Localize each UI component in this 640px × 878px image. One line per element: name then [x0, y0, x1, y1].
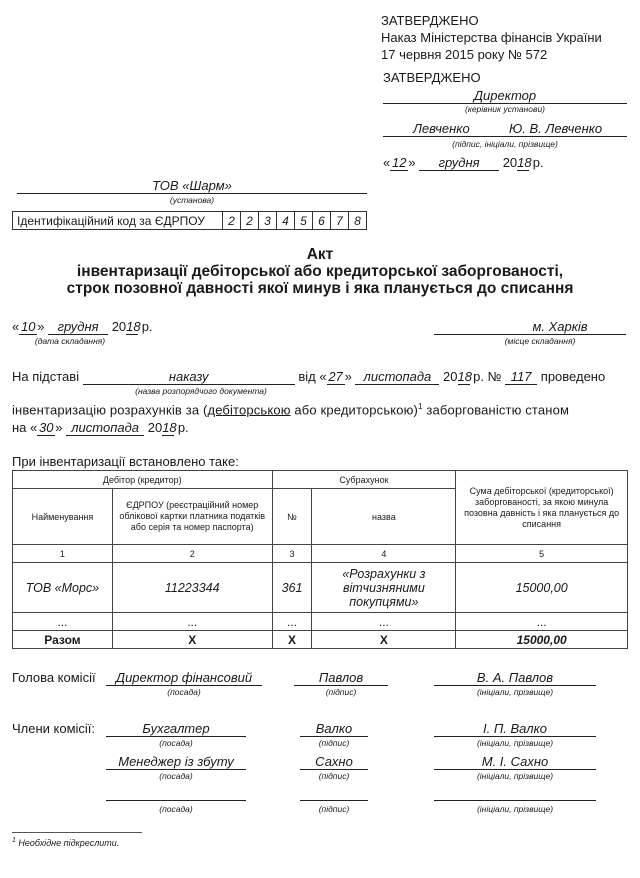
- footnote-mark: 1: [12, 837, 16, 844]
- basis-line2-d: заборгованістю станом: [422, 402, 570, 418]
- basis-r-no: р. №: [473, 369, 502, 384]
- approval-header: [381, 12, 602, 63]
- header-debtor: Дебітор (кредитор): [13, 471, 273, 489]
- approval-day: 12: [392, 155, 407, 170]
- edrpou-table: [12, 211, 367, 230]
- approval-title: ЗАТВЕРДЖЕНО: [381, 13, 479, 28]
- member3-name-caption: (ініціали, прізвище): [476, 804, 554, 814]
- basis-line3-year: 18: [162, 420, 177, 435]
- edrpou-label: Ідентифікаційний код за ЄДРПОУ: [13, 212, 223, 230]
- col-num: 4: [312, 545, 456, 563]
- compose-day: 10: [21, 319, 36, 334]
- title-act: Акт: [306, 246, 334, 263]
- member2-position-caption: (посада): [159, 771, 193, 781]
- basis-line3-month: листопада: [66, 420, 144, 436]
- total-c3: Х: [272, 631, 312, 649]
- member3-sign-line: [300, 800, 368, 801]
- member1-position-caption: (посада): [159, 738, 193, 748]
- edrpou-digit: 5: [295, 212, 313, 230]
- director-signature: Левченко: [413, 121, 470, 136]
- member2-name-caption: (ініціали, прізвище): [476, 771, 554, 781]
- director-sign-caption: (підпис, ініціали, прізвище): [452, 139, 558, 149]
- director-caption: (керівник установи): [464, 104, 545, 114]
- edrpou-digit: 7: [331, 212, 349, 230]
- organization-caption: (установа): [169, 195, 215, 205]
- compose-year: 18: [126, 319, 141, 334]
- basis-performed: проведено: [540, 369, 606, 384]
- row-name: ТОВ «Морс»: [13, 563, 113, 613]
- member3-position-caption: (посада): [159, 804, 193, 814]
- approval-month: грудня: [419, 155, 499, 171]
- member2-name: М. І. Сахно: [434, 754, 596, 770]
- total-sum: 15000,00: [456, 631, 628, 649]
- basis-line3-r: р.: [177, 420, 189, 435]
- member1-position: Бухгалтер: [106, 721, 246, 737]
- approval-date: 17 червня 2015 року № 572: [381, 47, 548, 62]
- dots-cell: ...: [13, 613, 113, 631]
- basis-doc: наказу: [83, 369, 295, 385]
- footnote-divider: [12, 832, 142, 833]
- approval-order: Наказ Міністерства фінансів України: [381, 30, 602, 45]
- compose-place: м. Харків: [434, 319, 626, 335]
- edrpou-digit: 4: [277, 212, 295, 230]
- member2-sign-caption: (підпис): [318, 771, 350, 781]
- member3-sign-caption: (підпис): [318, 804, 350, 814]
- row-no: 361: [272, 563, 312, 613]
- head-position: Директор фінансовий: [106, 670, 262, 686]
- title-line3: строк позовної давності якої минув і яка планується до списання: [66, 280, 574, 297]
- header-subaccount: Субрахунок: [272, 471, 456, 489]
- total-label: Разом: [13, 631, 113, 649]
- compose-month: грудня: [48, 319, 108, 335]
- edrpou-digit: 3: [259, 212, 277, 230]
- member1-sign-caption: (підпис): [318, 738, 350, 748]
- head-name: В. А. Павлов: [434, 670, 596, 686]
- col-num: 5: [456, 545, 628, 563]
- edrpou-digit: 2: [223, 212, 241, 230]
- header-no: №: [272, 489, 312, 545]
- table-row: [13, 563, 628, 613]
- basis-line2-a: інвентаризацію розрахунків за (: [12, 402, 208, 418]
- head-sign-caption: (підпис): [325, 687, 357, 697]
- members-label: Члени комісії:: [12, 721, 96, 736]
- dots-cell: ...: [312, 613, 456, 631]
- head-signature: Павлов: [294, 670, 388, 686]
- header-edrpou: ЄДРПОУ (реєстраційний номер облікової картки платника податків або серія та номер паспорта): [112, 489, 272, 545]
- row-code: 11223344: [112, 563, 272, 613]
- compose-r: р.: [141, 319, 153, 334]
- head-label: Голова комісії: [12, 670, 96, 685]
- basis-line3-a: на «: [12, 420, 38, 435]
- approval-year-prefix: 20: [502, 155, 518, 170]
- total-c2: Х: [112, 631, 272, 649]
- basis-debit-underlined: дебіторською: [207, 402, 291, 418]
- member3-position-line: [106, 800, 246, 801]
- head-name-caption: (ініціали, прізвище): [476, 687, 554, 697]
- basis-day: 27: [328, 369, 343, 384]
- dots-cell: ...: [112, 613, 272, 631]
- basis-footnote-mark: 1: [418, 402, 423, 411]
- inventory-table: [12, 470, 628, 649]
- member2-position: Менеджер із збуту: [106, 754, 246, 770]
- edrpou-digit: 6: [313, 212, 331, 230]
- dots-cell: ...: [456, 613, 628, 631]
- member3-name-line: [434, 800, 596, 801]
- basis-line2-c: або кредиторською): [290, 402, 418, 418]
- row-title: «Розрахунки з вітчизняними покупцями»: [312, 563, 456, 613]
- edrpou-digit: 8: [349, 212, 367, 230]
- basis-year-prefix: 20: [443, 369, 458, 384]
- header-name: Найменування: [13, 489, 113, 545]
- edrpou-digit: 2: [241, 212, 259, 230]
- row-sum: 15000,00: [456, 563, 628, 613]
- compose-date-caption: (дата складання): [34, 336, 106, 346]
- director-signature-line: [383, 121, 627, 137]
- found-label: При інвентаризації встановлено таке:: [12, 454, 239, 469]
- basis-year: 18: [457, 369, 472, 384]
- member1-name-caption: (ініціали, прізвище): [476, 738, 554, 748]
- dots-cell: ...: [272, 613, 312, 631]
- director-position: Директор: [383, 88, 627, 104]
- total-c4: Х: [312, 631, 456, 649]
- basis-doc-caption: (назва розпорядчого документа): [135, 386, 267, 396]
- basis-prefix: На підставі: [12, 369, 80, 384]
- basis-month: листопада: [355, 369, 439, 385]
- table-row-dots: [13, 613, 628, 631]
- basis-line2: [12, 402, 628, 417]
- basis-line1: На підставі наказу від « 27 » листопада 2018 р. № 117 проведено: [12, 369, 606, 384]
- organization-name: ТОВ «Шарм»: [17, 178, 367, 194]
- footnote: [12, 837, 119, 848]
- member1-name: І. П. Валко: [434, 721, 596, 737]
- member2-signature: Сахно: [300, 754, 368, 770]
- approval2-title: ЗАТВЕРДЖЕНО: [383, 70, 481, 85]
- compose-place-caption: (місце складання): [504, 336, 576, 346]
- col-num: 3: [272, 545, 312, 563]
- basis-number: 117: [505, 369, 537, 385]
- head-position-caption: (посада): [167, 687, 201, 697]
- document-title: [0, 246, 640, 297]
- basis-line3-day: 30: [39, 420, 54, 435]
- compose-date: « 10 » грудня 2018 р.: [12, 319, 153, 334]
- col-num: 2: [112, 545, 272, 563]
- title-line2: інвентаризації дебіторської або кредиторської заборгованості,: [76, 263, 564, 280]
- header-sum: Сума дебіторської (кредиторської) заборгованості, за якою минула позовна давність і яка планується до списання: [456, 471, 628, 545]
- header-title: назва: [312, 489, 456, 545]
- footnote-text: Необхідне підкреслити.: [18, 838, 120, 848]
- approval-year: 18: [517, 155, 532, 170]
- director-name: Ю. В. Левченко: [509, 121, 603, 136]
- basis-line3-year-prefix: 20: [147, 420, 163, 435]
- basis-from: від «: [298, 369, 327, 384]
- approval-r: р.: [532, 155, 544, 170]
- member1-signature: Валко: [300, 721, 368, 737]
- basis-line3: на « 30 » листопада 2018 р.: [12, 420, 189, 435]
- compose-year-prefix: 20: [111, 319, 127, 334]
- col-num: 1: [13, 545, 113, 563]
- table-total-row: [13, 631, 628, 649]
- approval-date-line: « 12 » грудня 2018 р.: [383, 155, 544, 170]
